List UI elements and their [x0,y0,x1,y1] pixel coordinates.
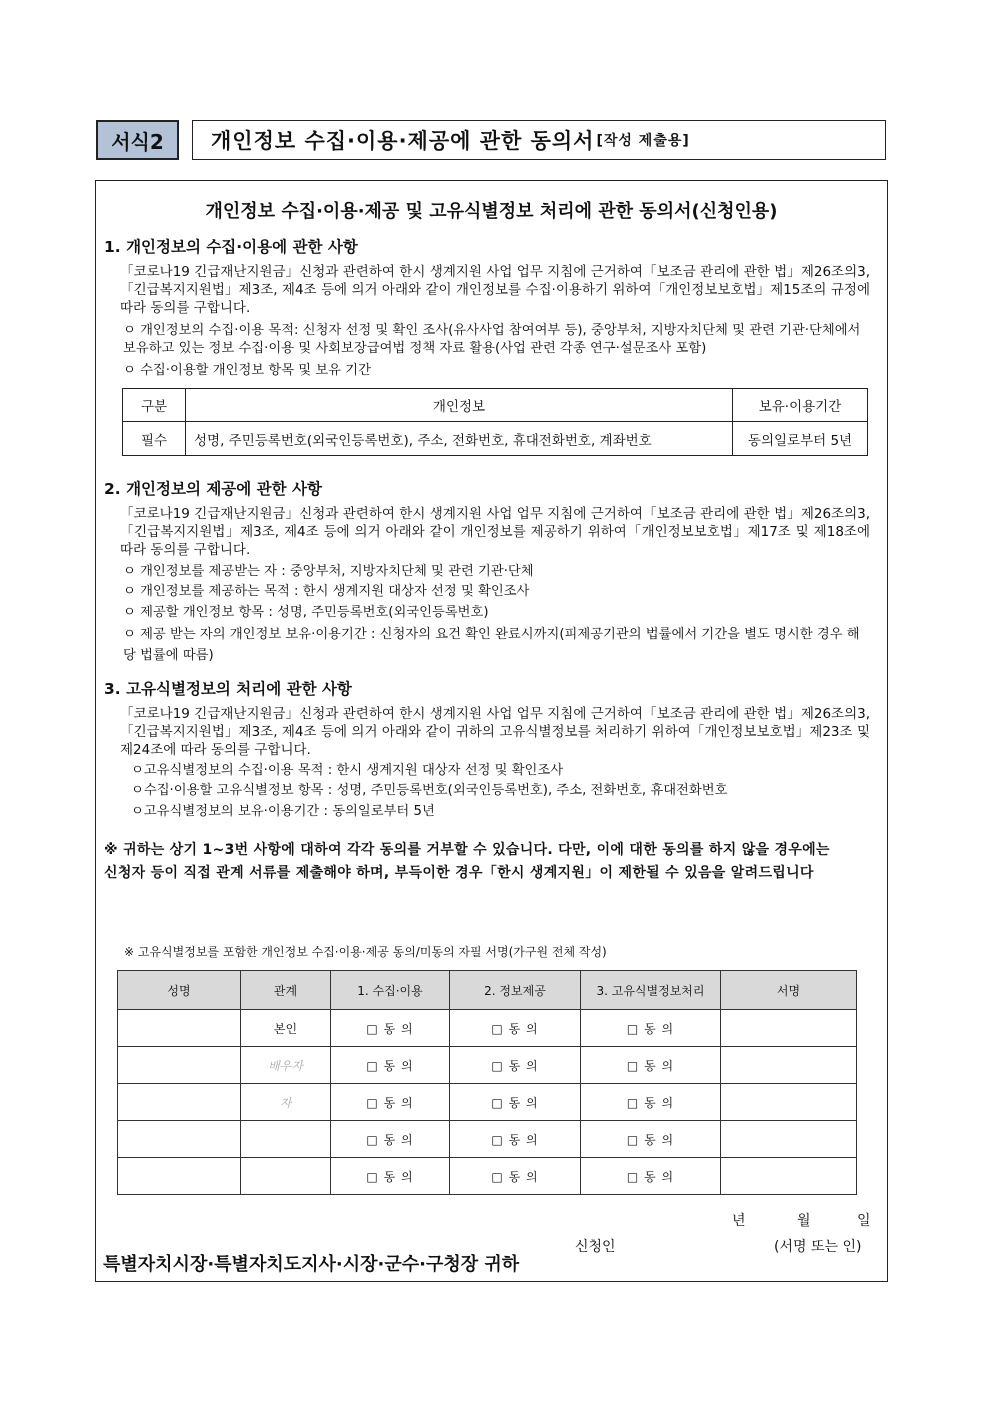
section2-bullet: ㅇ 개인정보를 제공하는 목적 : 한시 생계지원 대상자 선정 및 확인조사 [123,584,530,599]
table-header: 1. 수집·이용 [331,971,450,1010]
applicant-label: 신청인 [575,1239,616,1255]
section2-bullet: ㅇ 제공할 개인정보 항목 : 성명, 주민등록번호(외국인등록번호) [123,605,489,620]
table-row [118,1084,857,1121]
table-header: 2. 정보제공 [450,971,581,1010]
consent-checkbox[interactable]: □ 동 의 [581,1010,721,1047]
relation-cell: 배우자 [241,1047,331,1084]
table-header: 성명 [118,971,241,1010]
section2-bullet: ㅇ 개인정보를 제공받는 자 : 중앙부처, 지방자치단체 및 관련 기관·단체 [123,564,534,579]
table-header: 구분 [123,389,186,422]
signature-cell[interactable] [721,1047,857,1084]
table-header: 3. 고유식별정보처리 [581,971,721,1010]
name-cell[interactable] [118,1121,241,1158]
form-number-label: 서식2 [96,120,179,160]
signature-cell[interactable] [721,1084,857,1121]
consent-checkbox[interactable]: □ 동 의 [581,1121,721,1158]
consent-checkbox[interactable]: □ 동 의 [331,1084,450,1121]
table-row [118,1010,857,1047]
table-cell: 동의일로부터 5년 [733,422,868,456]
consent-checkbox[interactable]: □ 동 의 [331,1121,450,1158]
signature-cell[interactable] [721,1158,857,1195]
table-row [118,1158,857,1195]
name-cell[interactable] [118,1084,241,1121]
form-title [192,120,886,160]
table-header: 서명 [721,971,857,1010]
section3-heading: 3. 고유식별정보의 처리에 관한 사항 [104,680,352,698]
consent-checkbox[interactable]: □ 동 의 [331,1010,450,1047]
consent-checkbox[interactable]: □ 동 의 [581,1084,721,1121]
signature-cell[interactable] [721,1121,857,1158]
table-row [118,1047,857,1084]
date-day-label: 일 [857,1213,871,1229]
section2-bullet: ㅇ 제공 받는 자의 개인정보 보유·이용기간 : 신청자의 요건 확인 완료시까지(피제공기관의 법률에서 기간을 별도 명시한 경우 해당 법률에 따름) [123,627,860,663]
table-header: 보유·이용기간 [733,389,868,422]
section3-paragraph: 「코로나19 긴급재난지원금」신청과 관련하여 한시 생계지원 사업 업무 지침에 근거하여「보조금 관리에 관한 법」제26조의3,「긴급복지지원법」제3조, 제4조 등에 의거 아래와 같이 귀하의 고유식별정보를 처리하기 위하여「개인정보보호법」제23조 및 제24조에 따라 동의를 구합니다. [120,706,870,758]
relation-cell: 자 [241,1084,331,1121]
consent-checkbox[interactable]: □ 동 의 [450,1158,581,1195]
signature-cell[interactable] [721,1010,857,1047]
consent-checkbox[interactable]: □ 동 의 [450,1010,581,1047]
consent-checkbox[interactable]: □ 동 의 [450,1047,581,1084]
sign-or-seal-label[interactable]: (서명 또는 인) [774,1239,862,1255]
name-cell[interactable] [118,1010,241,1047]
name-cell[interactable] [118,1047,241,1084]
form-title-suffix: [작성 제출용] [596,133,690,149]
date-year-label: 년 [732,1213,746,1229]
form-title-text: 개인정보 수집·이용·제공에 관한 동의서 [211,129,595,153]
table-row [118,1121,857,1158]
relation-cell[interactable] [241,1158,331,1195]
consent-checkbox[interactable]: □ 동 의 [331,1047,450,1084]
relation-cell: 본인 [241,1010,331,1047]
section3-bullet: ㅇ고유식별정보의 보유·이용기간 : 동의일로부터 5년 [131,804,435,819]
consent-checkbox[interactable]: □ 동 의 [581,1047,721,1084]
section3-bullet: ㅇ고유식별정보의 수집·이용 목적 : 한시 생계지원 대상자 선정 및 확인조사 [131,763,564,778]
consent-checkbox[interactable]: □ 동 의 [581,1158,721,1195]
relation-cell[interactable] [241,1121,331,1158]
consent-checkbox[interactable]: □ 동 의 [450,1121,581,1158]
date-month-label: 월 [797,1213,811,1229]
section1-bullet-purpose: ㅇ 개인정보의 수집·이용 목적: 신청자 선정 및 확인 조사(유사사업 참여여부 등), 중앙부처, 지방자치단체 및 관련 기관·단체에서 보유하고 있는 정보 수집·이용 및 사회보장급여법 정책 자료 활용(사업 관련 각종 연구·설문조사 포함) [123,323,861,356]
document-subtitle: 개인정보 수집·이용·제공 및 고유식별정보 처리에 관한 동의서(신청인용) [205,201,778,222]
name-cell[interactable] [118,1158,241,1195]
signature-table [117,970,857,1195]
section1-heading: 1. 개인정보의 수집·이용에 관한 사항 [104,238,358,256]
section1-paragraph: 「코로나19 긴급재난지원금」신청과 관련하여 한시 생계지원 사업 업무 지침에 근거하여「보조금 관리에 관한 법」제26조의3,「긴급복지지원법」제3조, 제4조 등에 의거 아래와 같이 개인정보를 수집·이용하기 위하여「개인정보보호법」제15조의 규정에 따라 동의를 구합니다. [120,264,870,316]
table-cell: 성명, 주민등록번호(외국인등록번호), 주소, 전화번호, 휴대전화번호, 계좌번호 [186,422,733,456]
addressee: 특별자치시장·특별자치도지사·시장·군수·구청장 귀하 [103,1254,520,1275]
consent-checkbox[interactable]: □ 동 의 [450,1084,581,1121]
personal-info-table [122,388,868,456]
section2-paragraph: 「코로나19 긴급재난지원금」신청과 관련하여 한시 생계지원 사업 업무 지침에 근거하여「보조금 관리에 관한 법」제26조의3,「긴급복지지원법」제3조, 제4조 등에 의거 아래와 같이 개인정보를 제공하기 위하여「개인정보보호법」제17조 및 제18조에 따라 동의를 구합니다. [120,506,870,558]
consent-checkbox[interactable]: □ 동 의 [331,1158,450,1195]
table-cell: 필수 [123,422,186,456]
table-header: 개인정보 [186,389,733,422]
section3-bullet: ㅇ수집·이용할 고유식별정보 항목 : 성명, 주민등록번호(외국인등록번호), 주소, 전화번호, 휴대전화번호 [131,783,728,798]
refusal-notice: ※ 귀하는 상기 1~3번 사항에 대하여 각각 동의를 거부할 수 있습니다. 다만, 이에 대한 동의를 하지 않을 경우에는 신청자 등이 직접 관계 서류를 제출해야 하며, 부득이한 경우「한시 생계지원」이 제한될 수 있음을 알려드립니다 [104,842,830,881]
table-header: 관계 [241,971,331,1010]
section2-heading: 2. 개인정보의 제공에 관한 사항 [104,480,322,498]
section1-bullet-items: ㅇ 수집·이용할 개인정보 항목 및 보유 기간 [123,363,371,378]
signature-note: ※ 고유식별정보를 포함한 개인정보 수집·이용·제공 동의/미동의 자필 서명(가구원 전체 작성) [124,945,607,959]
